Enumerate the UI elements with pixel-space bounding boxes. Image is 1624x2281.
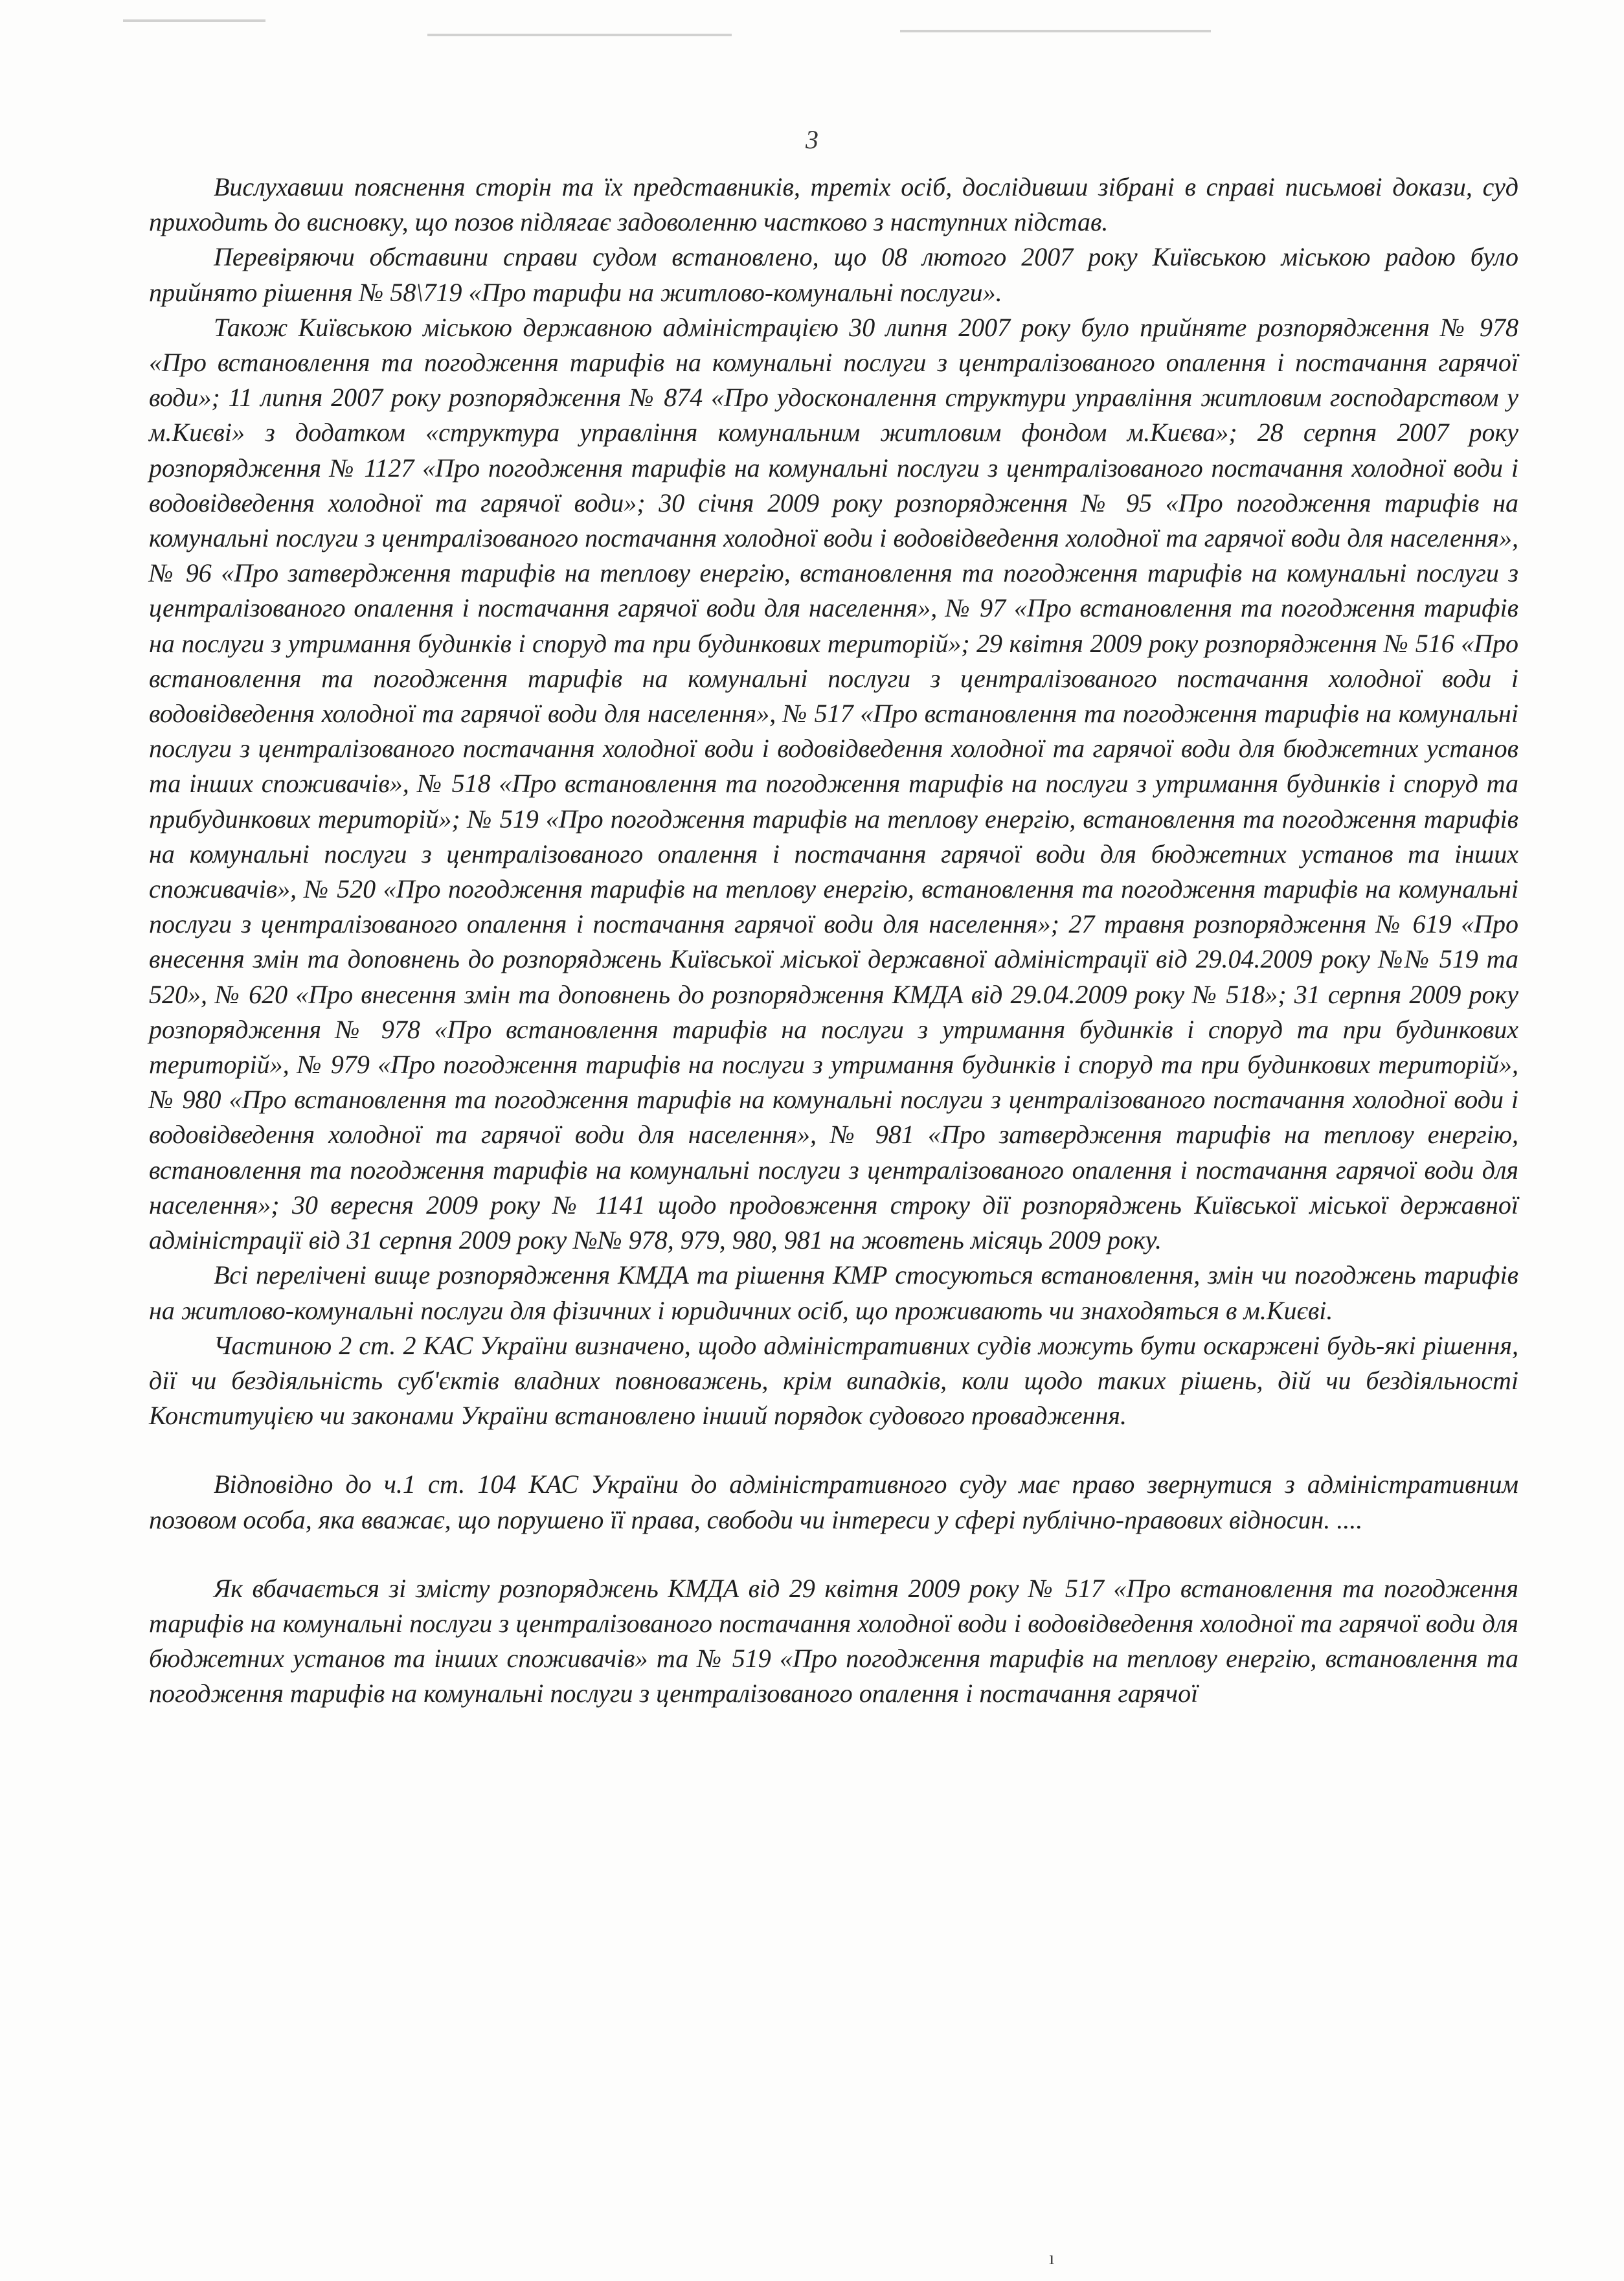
scan-artifact-right bbox=[900, 30, 1211, 32]
paragraph-2: Перевіряючи обставини справи судом встановлено, що 08 лютого 2007 року Київською міською радою було прийнято рішення № 58\719 «Про тарифи на житлово-комунальні послуги». bbox=[149, 242, 1518, 307]
scan-artifact-center bbox=[427, 34, 732, 36]
paragraph-6: Відповідно до ч.1 ст. 104 КАС України до адміністративного суду має право звернутися з адміністративним позовом особа, яка вважає, що порушено її права, свободи чи інтереси у сфері публічно-правових відносин. .... bbox=[149, 1470, 1518, 1534]
paragraph-7: Як вбачається зі змісту розпоряджень КМДА від 29 квітня 2009 року № 517 «Про встановлення та погодження тарифів на комунальні послуги з централізованого постачання холодної води і водовідведення холодної та гарячої води для бюджетних установ та інших споживачів» та № 519 «Про погодження тарифів на теплову енергію, встановлення та погодження тарифів на комунальні послуги з централізованого опалення і постачання гарячої bbox=[149, 1573, 1518, 1708]
paragraph-1: Вислухавши пояснення сторін та їх представників, третіх осіб, дослідивши зібрані в справі письмові докази, суд приходить до висновку, що позов підлягає задоволенню частково з наступних підстав. bbox=[149, 172, 1518, 237]
paragraph-4: Всі перелічені вище розпорядження КМДА та рішення КМР стосуються встановлення, змін чи погоджень тарифів на житлово-комунальні послуги для фізичних і юридичних осіб, що проживають чи знаходяться в м.Києві. bbox=[149, 1260, 1518, 1325]
document-body bbox=[149, 170, 1518, 1712]
scan-speck: ı bbox=[1049, 2247, 1055, 2269]
paragraph-3: Також Київською міською державною адміністрацією 30 липня 2007 року було прийняте розпорядження № 978 «Про встановлення та погодження тарифів на комунальні послуги з централізованого опалення і постачання гарячої води»; 11 липня 2007 року розпорядження № 874 «Про удосконалення структури управління житловим господарством у м.Києві» з додатком «структура управління комунальним житловим фондом м.Києва»; 28 серпня 2007 року розпорядження № 1127 «Про погодження тарифів на комунальні послуги з централізованого постачання холодної води і водовідведення холодної та гарячої води»; 30 січня 2009 року розпорядження № 95 «Про погодження тарифів на комунальні послуги з централізованого постачання холодної води і водовідведення холодної та гарячої води для населення», № 96 «Про затвердження тарифів на теплову енергію, встановлення та погодження тарифів на комунальні послуги з централізованого опалення і постачання гарячої води для населення», № 97 «Про встановлення та погодження тарифів на послуги з утримання будинків і споруд та при будинкових територій»; 29 квітня 2009 року розпорядження № 516 «Про встановлення та погодження тарифів на комунальні послуги з централізованого постачання холодної води і водовідведення холодної та гарячої води для населення», № 517 «Про встановлення та погодження тарифів на комунальні послуги з централізованого постачання холодної води і водовідведення холодної та гарячої води для бюджетних установ та інших споживачів», № 518 «Про встановлення та погодження тарифів на послуги з утримання будинків і споруд та прибудинкових територій»; № 519 «Про погодження тарифів на теплову енергію, встановлення та погодження тарифів на комунальні послуги з централізованого опалення і постачання гарячої води для бюджетних установ та інших споживачів», № 520 «Про погодження тарифів на теплову енергію, встановлення та погодження тарифів на комунальні послуги з централізованого опалення і постачання гарячої води для населення»; 27 травня розпорядження № 619 «Про внесення змін та доповнень до розпоряджень Київської міської державної адміністрації від 29.04.2009 року №№ 519 та 520», № 620 «Про внесення змін та доповнень до розпорядження КМДА від 29.04.2009 року № 518»; 31 серпня 2009 року розпорядження № 978 «Про встановлення тарифів на послуги з утримання будинків і споруд та при будинкових територій», № 979 «Про погодження тарифів на послуги з утримання будинків і споруд та при будинкових територій», № 980 «Про встановлення та погодження тарифів на комунальні послуги з централізованого постачання холодної води і водовідведення холодної та гарячої води для населення», № 981 «Про затвердження тарифів на теплову енергію, встановлення та погодження тарифів на комунальні послуги з централізованого опалення і постачання гарячої води для населення»; 30 вересня 2009 року № 1141 щодо продовження строку дії розпоряджень Київської міської державної адміністрації від 31 серпня 2009 року №№ 978, 979, 980, 981 на жовтень місяць 2009 року. bbox=[149, 312, 1518, 1255]
page-number: 3 bbox=[806, 125, 818, 154]
scan-artifact-left bbox=[123, 19, 265, 22]
paragraph-5: Частиною 2 ст. 2 КАС України визначено, щодо адміністративних судів можуть бути оскаржені будь-які рішення, дії чи бездіяльність суб'єктів владних повноважень, крім випадків, коли щодо таких рішень, дій чи бездіяльності Конституцією чи законами України встановлено інший порядок судового провадження. bbox=[149, 1330, 1518, 1431]
